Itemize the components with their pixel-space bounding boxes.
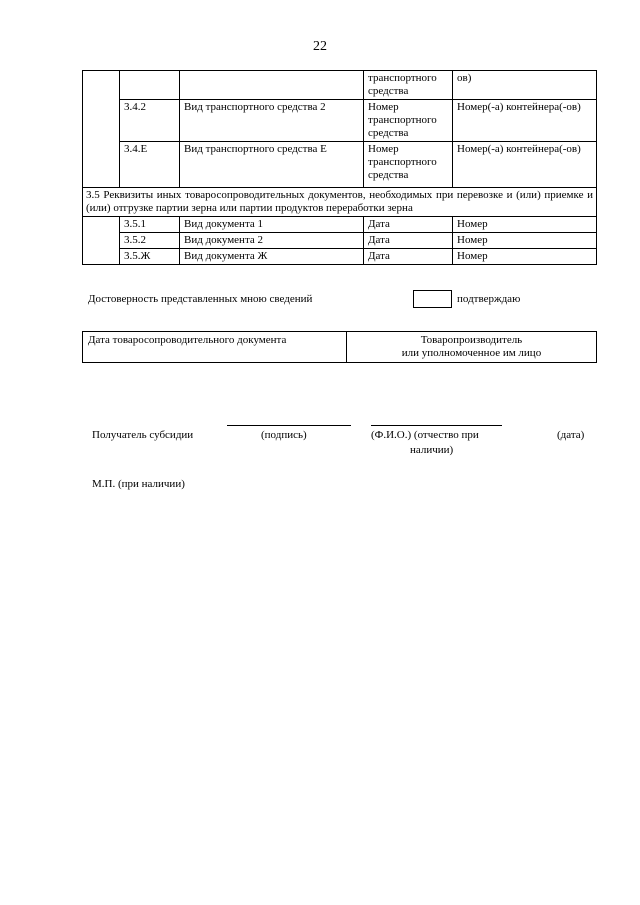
table-cell-blank xyxy=(83,71,120,188)
reliability-text: Достоверность представленных мною сведений xyxy=(88,293,313,305)
producer-cell xyxy=(347,332,597,363)
row-field2: Номер(-а) контейнера(-ов) xyxy=(453,100,597,142)
row-name xyxy=(180,71,364,100)
row-field2: Номер xyxy=(453,233,597,249)
table-row xyxy=(83,71,597,100)
signature-caption: (подпись) xyxy=(261,429,307,441)
row-field2: Номер xyxy=(453,217,597,233)
row-field1: Дата xyxy=(364,249,453,265)
row-number: 3.5.Ж xyxy=(120,249,180,265)
table-row xyxy=(83,233,597,249)
fio-caption-line1: (Ф.И.О.) (отчество при xyxy=(371,429,479,441)
table-cell-blank xyxy=(83,217,120,265)
row-field2: Номер xyxy=(453,249,597,265)
row-field1: Номер транспортного средства xyxy=(364,142,453,188)
section-header-row xyxy=(83,188,597,217)
transport-documents-table xyxy=(82,70,597,265)
row-name: Вид транспортного средства E xyxy=(180,142,364,188)
recipient-label: Получатель субсидии xyxy=(92,429,194,441)
row-number xyxy=(120,71,180,100)
row-field2: Номер(-а) контейнера(-ов) xyxy=(453,142,597,188)
confirm-checkbox[interactable] xyxy=(413,290,452,308)
signature-line xyxy=(227,425,351,426)
table-row xyxy=(83,100,597,142)
row-field2: ов) xyxy=(453,71,597,100)
row-number: 3.5.1 xyxy=(120,217,180,233)
producer-line1: Товаропроизводитель xyxy=(420,334,523,346)
signature-table xyxy=(82,331,597,363)
row-name: Вид документа 2 xyxy=(180,233,364,249)
fio-line xyxy=(371,425,502,426)
row-number: 3.4.2 xyxy=(120,100,180,142)
fio-caption-line2: наличии) xyxy=(410,444,454,456)
row-number: 3.5.2 xyxy=(120,233,180,249)
row-name: Вид документа 1 xyxy=(180,217,364,233)
row-field1: Дата xyxy=(364,233,453,249)
row-field1: Номер транспортного средства xyxy=(364,100,453,142)
date-caption: (дата) xyxy=(557,429,585,441)
row-number: 3.4.E xyxy=(120,142,180,188)
document-date-cell: Дата товаросопроводительного документа xyxy=(83,332,347,363)
row-name: Вид документа Ж xyxy=(180,249,364,265)
section-3-5-title: 3.5 Реквизиты иных товаросопроводительных документов, необходимых при перевозке и (или) приемке и (или) отгрузке партии зерна или партии продуктов переработки зерна xyxy=(83,188,597,217)
table-row xyxy=(83,249,597,265)
table-row xyxy=(83,142,597,188)
page-number: 22 xyxy=(313,39,327,54)
row-field1: Дата xyxy=(364,217,453,233)
producer-line2: или уполномоченное им лицо xyxy=(401,347,542,359)
row-name: Вид транспортного средства 2 xyxy=(180,100,364,142)
stamp-label: М.П. (при наличии) xyxy=(92,478,185,490)
table-row xyxy=(83,217,597,233)
row-field1: транспортного средства xyxy=(364,71,453,100)
confirm-label: подтверждаю xyxy=(457,293,521,305)
